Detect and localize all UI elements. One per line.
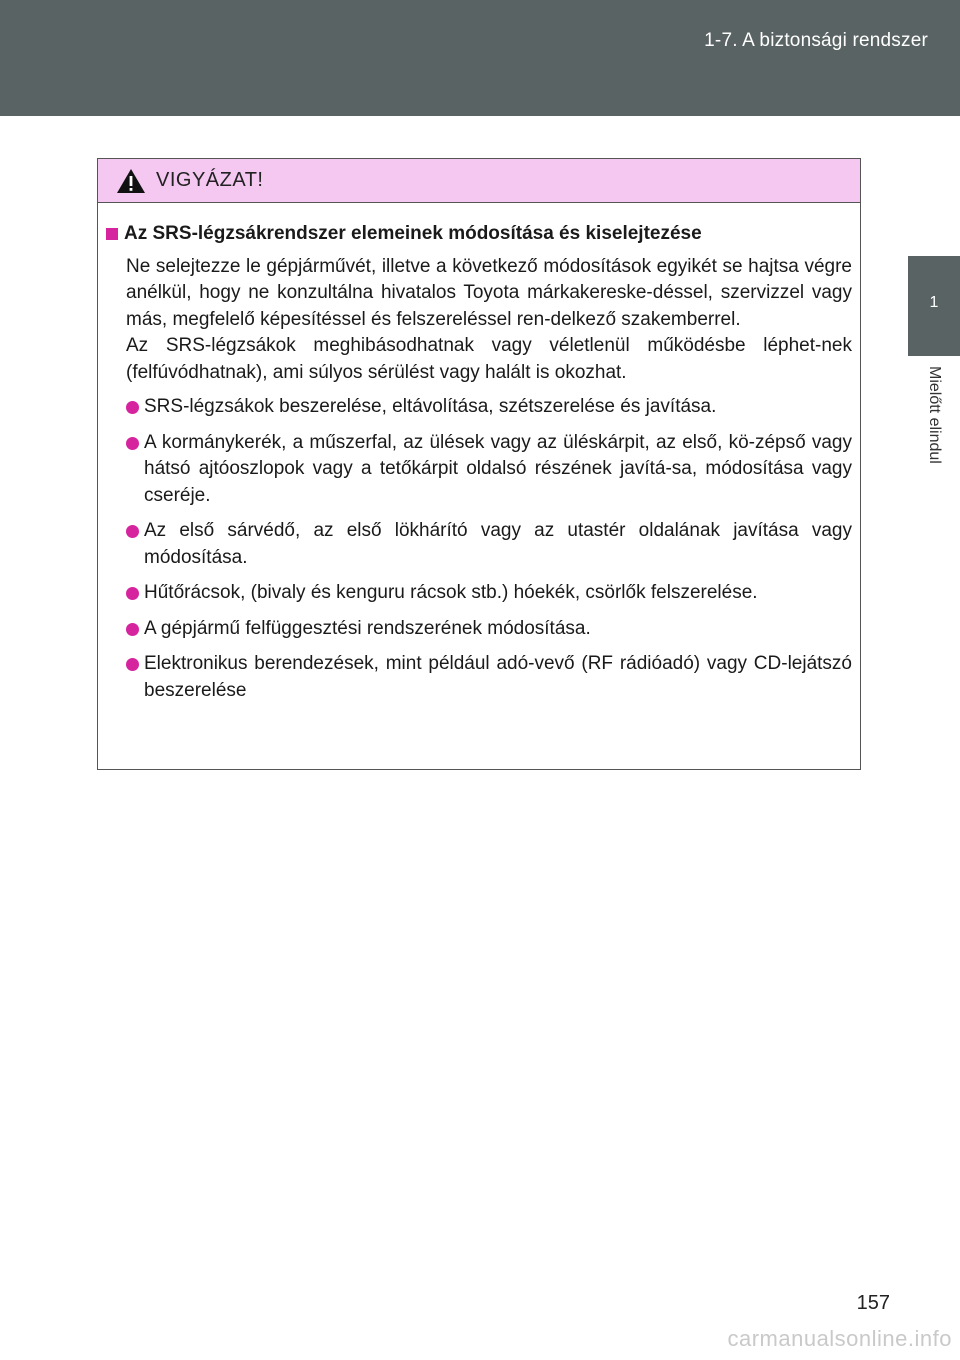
- section-heading-text: Az SRS-légzsákrendszer elemeinek módosítása és kiselejtezése: [124, 223, 702, 244]
- caution-body: [98, 203, 860, 704]
- section-heading: [106, 221, 852, 248]
- warning-icon: [116, 168, 146, 194]
- list-item: [106, 580, 852, 607]
- list-item: [106, 518, 852, 571]
- caution-header: [98, 159, 860, 203]
- section-title: 1-7. A biztonsági rendszer: [704, 30, 928, 51]
- caution-title: VIGYÁZAT!: [156, 169, 264, 191]
- list-item-text: A gépjármű felfüggesztési rendszerének módosítása.: [144, 617, 591, 639]
- bullet-dot-icon: [126, 401, 139, 414]
- bullet-list: [106, 394, 852, 704]
- list-item-text: Hűtőrácsok, (bivaly és kenguru rácsok stb.) hóekék, csörlők felszerelése.: [144, 582, 758, 603]
- bullet-dot-icon: [126, 623, 139, 636]
- list-item-text: A kormánykerék, a műszerfal, az ülések vagy az üléskárpit, az első, kö-zépső vagy hátsó ajtóoszlopok vagy a tetőkárpit oldalsó részének javítá-sa, módosítása vagy cseréje.: [144, 431, 852, 506]
- paragraph-2: Az SRS-légzsákok meghibásodhatnak vagy véletlenül működésbe léphet-nek (felfúvódhatnak), ami súlyos sérülést vagy halált is okozhat.: [126, 335, 852, 383]
- page-number: 157: [856, 1292, 890, 1314]
- list-item-text: Elektronikus berendezések, mint például adó-vevő (RF rádióadó) vagy CD-lejátszó beszerelése: [144, 653, 852, 701]
- chapter-label: [908, 366, 960, 506]
- square-bullet-icon: [106, 228, 118, 240]
- bullet-dot-icon: [126, 437, 139, 450]
- list-item-text: Az első sárvédő, az első lökhárító vagy az utastér oldalának javítása vagy módosítása.: [144, 520, 852, 568]
- paragraph-1: Ne selejtezze le gépjárművét, illetve a következő módosítások egyikét se hajtsa végre anélkül, hogy ne konzultálna hivatalos Toyota márkakereske-déssel, szervizzel vagy más, megfelelő képesítéssel és felszereléssel ren-delkező szakemberrel.: [126, 255, 852, 330]
- caution-box: [97, 158, 861, 770]
- bullet-dot-icon: [126, 525, 139, 538]
- list-item: [106, 430, 852, 510]
- list-item: [106, 651, 852, 704]
- chapter-tab: [908, 256, 960, 356]
- header-bar: [0, 0, 960, 116]
- list-item: [106, 616, 852, 643]
- chapter-number: 1: [929, 294, 939, 311]
- list-item: [106, 394, 852, 421]
- watermark: carmanualsonline.info: [727, 1326, 952, 1351]
- bullet-dot-icon: [126, 587, 139, 600]
- bullet-dot-icon: [126, 658, 139, 671]
- chapter-label-text: Mielőtt elindul: [926, 366, 943, 464]
- list-item-text: SRS-légzsákok beszerelése, eltávolítása, szétszerelése és javítása.: [144, 396, 717, 417]
